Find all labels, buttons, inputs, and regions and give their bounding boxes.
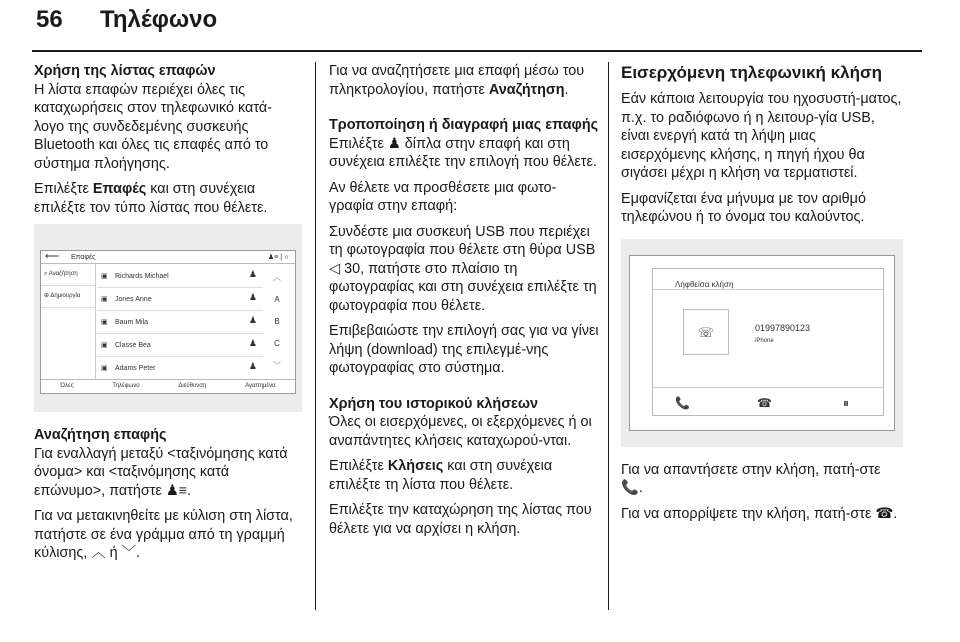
contact-row <box>97 358 263 380</box>
answer-icon: 📞 <box>675 395 690 410</box>
person-icon: ♟ <box>248 338 257 348</box>
person-icon: ♟ <box>248 315 257 325</box>
heading-incoming-call: Εισερχόμενη τηλεφωνική κλήση <box>621 63 882 82</box>
sidebar-item-search: ⌕ Αναζήτηση <box>41 264 95 286</box>
chevron-up-icon: ︿ <box>273 273 281 282</box>
chevron-down-icon: ﹀ <box>273 361 281 370</box>
paragraph: Για να μετακινηθείτε με κύλιση στη λίστα, πατήστε σε ένα γράμμα από τη γραμμή κύλισης, ︿ ή ﹀. <box>34 508 293 561</box>
contact-name: Richards Michael <box>115 273 169 280</box>
contact-name: Baum Mila <box>115 319 149 326</box>
contacts-screenshot <box>34 224 302 412</box>
person-icon: ♟ <box>248 269 257 279</box>
sidebar-item-create: ⊕ Δημιουργία <box>41 286 95 308</box>
person-icon: ♟ <box>248 292 257 302</box>
sort-icon: ♟≡ | ∩ <box>267 254 289 261</box>
paragraph: Για εναλλαγή μεταξύ <ταξινόμησης κατά όνομα> και <ταξινόμησης κατά επώνυμο>, πατήστε ♟≡. <box>34 445 288 499</box>
tab-favourites: Αγαπημένα <box>245 383 276 389</box>
person-icon: ♟ <box>248 361 257 371</box>
incoming-call-dialog <box>652 268 884 416</box>
caller-device: iPhone <box>755 337 774 344</box>
paragraph: Επιβεβαιώστε την επιλογή σας για να γίνει λήψη (download) της επιλεγμέ-νης φωτογραφίας στο σύστημα. <box>329 323 599 376</box>
column-2 <box>329 62 599 545</box>
paragraph: Επιλέξτε την καταχώρηση της λίστας που θέλετε για να αρχίσει η κλήση. <box>329 502 592 537</box>
paragraph: Εάν κάποια λειτουργία του ηχοσυστή-ματος, π.χ. το ραδιόφωνο ή η λειτουρ-γία USB, είναι ενεργή κατά τη λήψη μιας εισερχόμενης κλήσης, η πηγή ήχου θα σιγάσει μέχρι η κλήση να τερματιστεί. <box>621 91 902 181</box>
screen-bottom-tabs <box>41 379 295 393</box>
incoming-call-screen <box>629 255 895 431</box>
paragraph: Επιλέξτε Κλήσεις και στη συνέχεια επιλέξτε τη λίστα που θέλετε. <box>329 458 553 493</box>
phone-icon: ▣ <box>101 365 108 372</box>
paragraph: Εμφανίζεται ένα μήνυμα με τον αριθμό τηλεφώνου ή το όνομα του καλούντος. <box>621 190 866 225</box>
paragraph: Για να αναζητήσετε μια επαφή μέσω του πληκτρολογίου, πατήστε Αναζήτηση. <box>329 63 585 98</box>
dialog-actions <box>653 387 883 415</box>
tab-all: Όλες <box>60 383 74 389</box>
screen-topbar <box>41 251 295 264</box>
phone-icon: ▣ <box>101 342 108 349</box>
phone-icon: ▣ <box>101 296 108 303</box>
contact-row <box>97 266 263 288</box>
scroll-letter: A <box>274 295 280 304</box>
paragraph: Συνδέστε μια συσκευή USB που περιέχει τη φωτογραφία που θέλετε στη θύρα USB ◁ 30, πατήστε στο πλαίσιο τη φωτογραφίας και στη συνέχεια επιλέξτε τη φωτογραφία που θέλετε. <box>329 223 597 314</box>
contact-name: Adams Peter <box>115 365 156 372</box>
screen-title: Επαφές <box>71 254 96 261</box>
header-rule <box>32 50 922 52</box>
back-arrow-icon: ⟵ <box>45 251 60 262</box>
contact-row <box>97 289 263 311</box>
contact-name: Jones Anne <box>115 296 152 303</box>
tab-address: Διεύθυνση <box>178 383 207 389</box>
contact-row <box>97 312 263 334</box>
contact-row <box>97 335 263 357</box>
screen-sidebar <box>41 264 96 380</box>
page-number: 56 <box>36 6 63 33</box>
paragraph: Επιλέξτε Επαφές και στη συνέχεια επιλέξτε τον τύπο λίστας που θέλετε. <box>34 181 268 216</box>
heading-contacts-list: Χρήση της λίστας επαφών <box>34 63 216 79</box>
column-divider-2 <box>608 62 609 610</box>
paragraph: Για να απορρίψετε την κλήση, πατή-στε ☎. <box>621 505 898 522</box>
dialog-title: Ληφθείσα κλήση <box>675 279 734 289</box>
heading-call-history: Χρήση του ιστορικού κλήσεων <box>329 395 539 412</box>
pause-icon: ⏸ <box>843 395 850 410</box>
caller-icon: ☏ <box>683 309 729 355</box>
phone-icon: ▣ <box>101 319 108 326</box>
paragraph: Επιλέξτε ♟ δίπλα στην επαφή και στη συνέχεια επιλέξτε την επιλογή που θέλετε. <box>329 135 597 170</box>
column-3 <box>621 62 903 530</box>
scroll-letter: B <box>274 317 280 326</box>
scroll-letter: C <box>274 339 280 348</box>
heading-search-contact: Αναζήτηση επαφής <box>34 427 167 443</box>
decline-icon: ☎ <box>757 395 772 410</box>
paragraph: Αν θέλετε να προσθέσετε μια φωτο-γραφία στην επαφή: <box>329 179 557 214</box>
column-divider-1 <box>315 62 316 610</box>
page-header <box>36 6 217 46</box>
paragraph: Όλες οι εισερχόμενες, οι εξερχόμενες ή οι αναπάντητες κλήσεις καταχωρού-νται. <box>329 414 592 449</box>
column-1 <box>34 62 302 570</box>
paragraph: Για να απαντήσετε στην κλήση, πατή-στε 📞. <box>621 461 881 496</box>
heading-edit-contact: Τροποποίηση ή διαγραφή μιας επαφής <box>329 117 599 133</box>
caller-number: 01997890123 <box>755 322 811 333</box>
paragraph: Η λίστα επαφών περιέχει όλες τις καταχωρήσεις στον τηλεφωνικό κατά-λογο της συνδεδεμένης συσκευής Bluetooth και όλες τις επαφές από το σύστημα πλοήγησης. <box>34 81 272 172</box>
contacts-screen <box>40 250 296 394</box>
page-title: Τηλέφωνο <box>100 6 218 33</box>
phone-icon: ▣ <box>101 273 108 280</box>
tab-phone: Τηλέφωνο <box>112 383 140 389</box>
incoming-call-screenshot <box>621 239 903 447</box>
contact-name: Classe Bea <box>115 342 151 349</box>
scroll-bar <box>265 267 289 377</box>
